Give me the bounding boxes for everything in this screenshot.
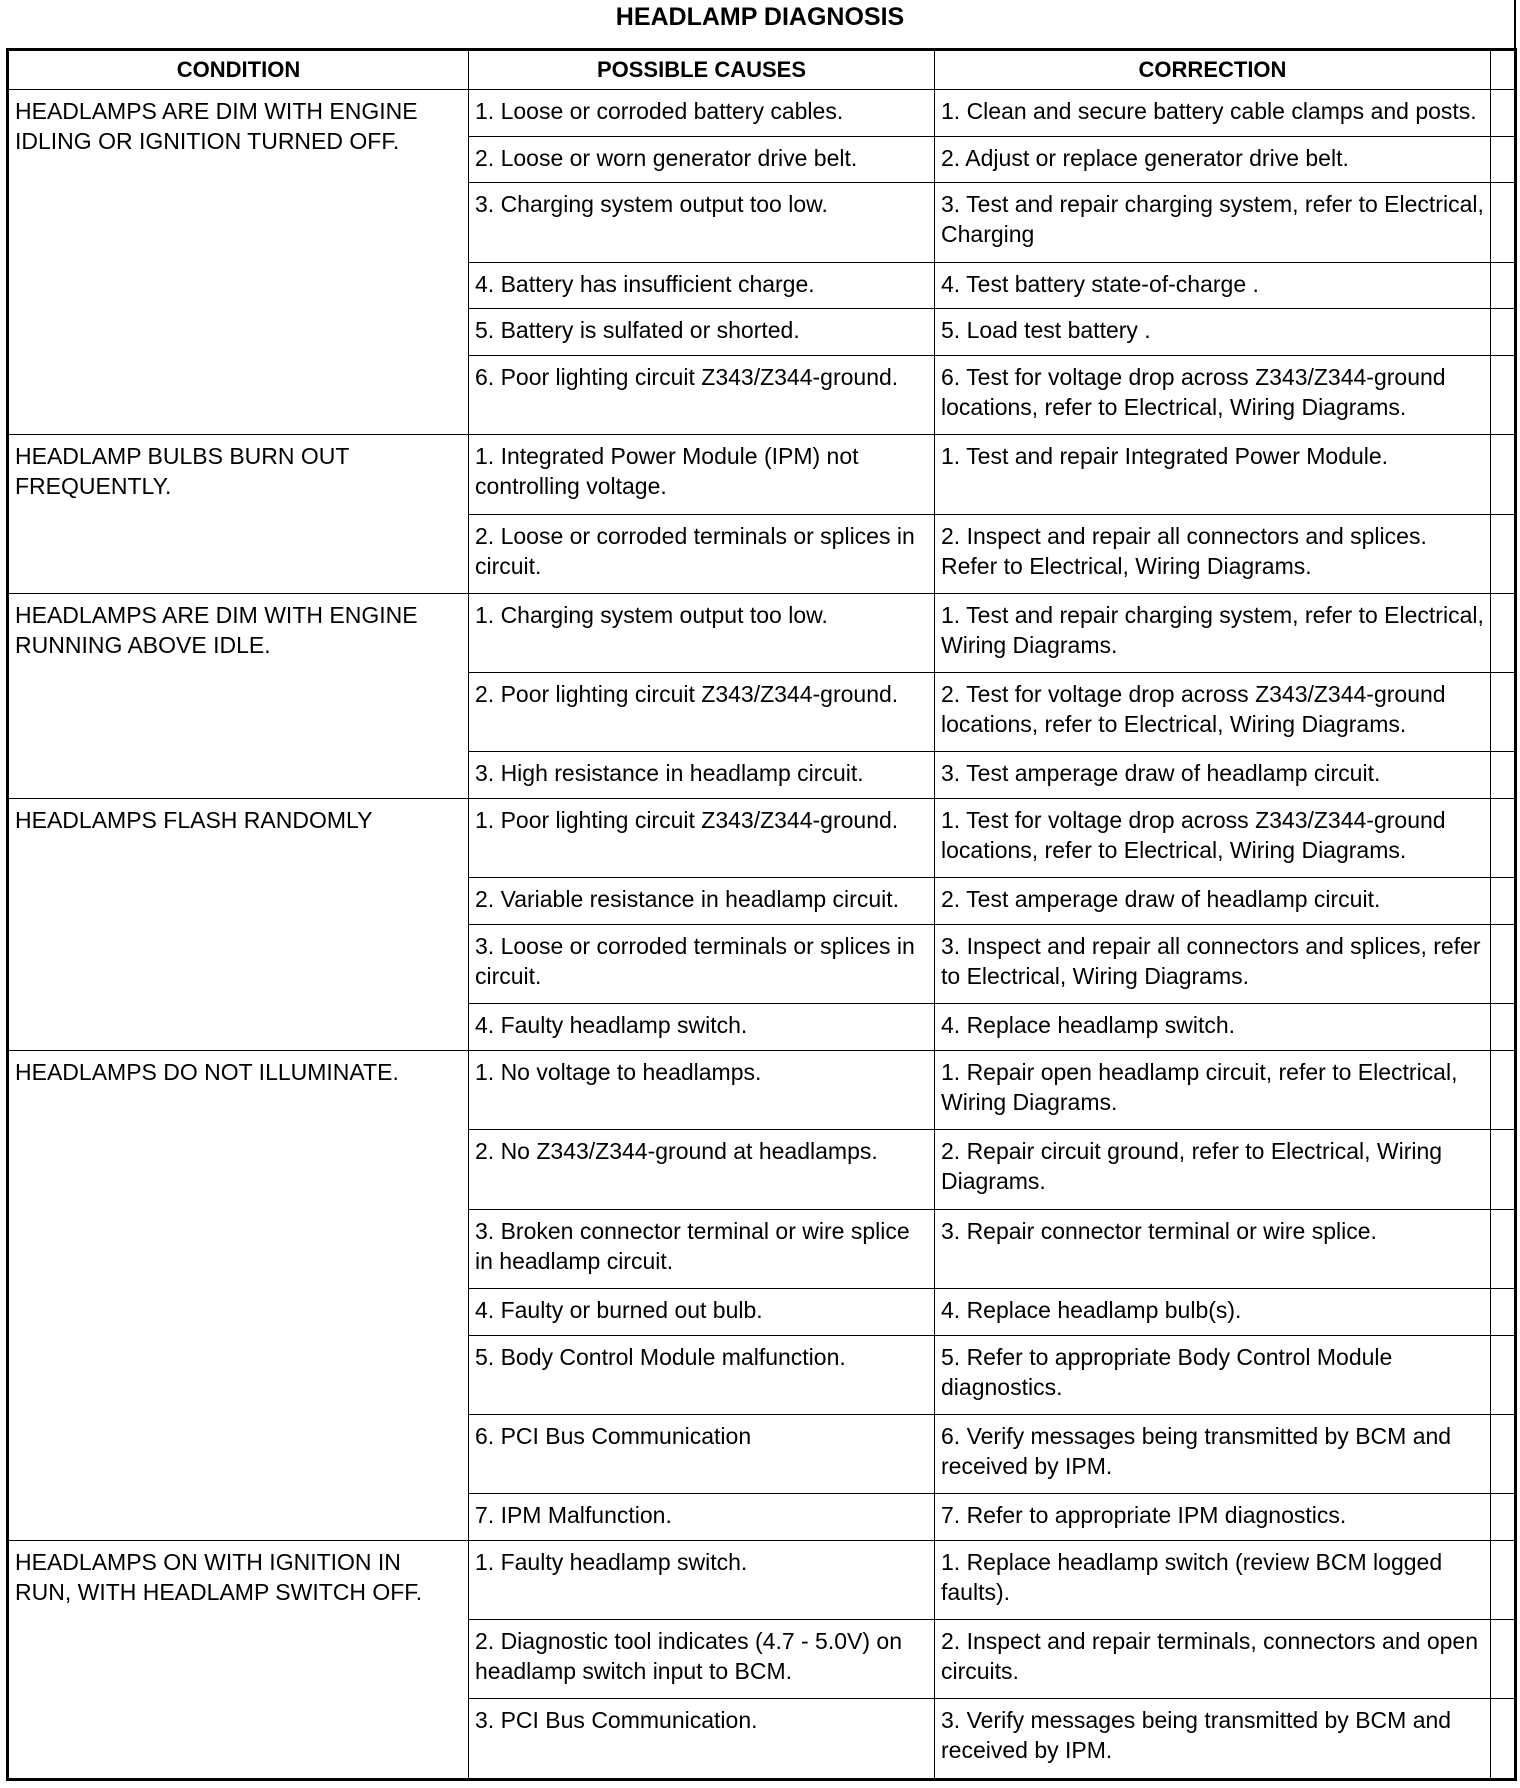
correction-cell: 5. Refer to appropriate Body Control Module diagnostics.: [935, 1335, 1491, 1414]
possible-cause-cell: 2. Loose or corroded terminals or splices in circuit.: [469, 514, 935, 593]
correction-cell: 1. Test for voltage drop across Z343/Z344-ground locations, refer to Electrical, Wiring Diagrams.: [935, 799, 1491, 878]
condition-cell: HEADLAMPS ARE DIM WITH ENGINE IDLING OR IGNITION TURNED OFF.: [8, 90, 469, 435]
condition-cell: HEADLAMPS ARE DIM WITH ENGINE RUNNING ABOVE IDLE.: [8, 593, 469, 798]
correction-cell: 1. Repair open headlamp circuit, refer to Electrical, Wiring Diagrams.: [935, 1051, 1491, 1130]
possible-cause-cell: 4. Faulty headlamp switch.: [469, 1004, 935, 1051]
correction-cell: 1. Test and repair Integrated Power Module.: [935, 435, 1491, 514]
possible-cause-cell: 1. No voltage to headlamps.: [469, 1051, 935, 1130]
possible-cause-cell: 7. IPM Malfunction.: [469, 1494, 935, 1541]
correction-cell: 7. Refer to appropriate IPM diagnostics.: [935, 1494, 1491, 1541]
possible-cause-cell: 6. Poor lighting circuit Z343/Z344-ground.: [469, 356, 935, 435]
row-gutter: [1491, 878, 1516, 925]
header-condition: CONDITION: [8, 50, 469, 90]
possible-cause-cell: 3. Loose or corroded terminals or splices in circuit.: [469, 925, 935, 1004]
row-gutter: [1491, 262, 1516, 309]
row-gutter: [1491, 1130, 1516, 1209]
possible-cause-cell: 3. PCI Bus Communication.: [469, 1699, 935, 1780]
correction-cell: 2. Repair circuit ground, refer to Electrical, Wiring Diagrams.: [935, 1130, 1491, 1209]
possible-cause-cell: 2. Variable resistance in headlamp circuit.: [469, 878, 935, 925]
correction-cell: 3. Verify messages being transmitted by BCM and received by IPM.: [935, 1699, 1491, 1780]
table-header-row: [8, 50, 1516, 90]
row-gutter: [1491, 1004, 1516, 1051]
table-row: [8, 90, 1516, 137]
possible-cause-cell: 5. Battery is sulfated or shorted.: [469, 309, 935, 356]
possible-cause-cell: 2. Diagnostic tool indicates (4.7 - 5.0V) on headlamp switch input to BCM.: [469, 1620, 935, 1699]
possible-cause-cell: 3. High resistance in headlamp circuit.: [469, 752, 935, 799]
header-possible-causes: POSSIBLE CAUSES: [469, 50, 935, 90]
correction-cell: 3. Repair connector terminal or wire splice.: [935, 1209, 1491, 1288]
row-gutter: [1491, 356, 1516, 435]
correction-cell: 4. Test battery state-of-charge .: [935, 262, 1491, 309]
row-gutter: [1491, 752, 1516, 799]
page-edge-rule: [1514, 0, 1516, 52]
table-body: [8, 90, 1516, 1780]
header-correction: CORRECTION: [935, 50, 1491, 90]
table-row: [8, 1051, 1516, 1130]
correction-cell: 6. Test for voltage drop across Z343/Z344-ground locations, refer to Electrical, Wiring Diagrams.: [935, 356, 1491, 435]
correction-cell: 1. Replace headlamp switch (review BCM logged faults).: [935, 1540, 1491, 1619]
possible-cause-cell: 2. Loose or worn generator drive belt.: [469, 136, 935, 183]
row-gutter: [1491, 514, 1516, 593]
row-gutter: [1491, 435, 1516, 514]
correction-cell: 2. Test for voltage drop across Z343/Z344-ground locations, refer to Electrical, Wiring Diagrams.: [935, 673, 1491, 752]
correction-cell: 3. Test and repair charging system, refer to Electrical, Charging: [935, 183, 1491, 262]
possible-cause-cell: 1. Loose or corroded battery cables.: [469, 90, 935, 137]
condition-cell: HEADLAMP BULBS BURN OUT FREQUENTLY.: [8, 435, 469, 594]
correction-cell: 5. Load test battery .: [935, 309, 1491, 356]
row-gutter: [1491, 799, 1516, 878]
correction-cell: 2. Test amperage draw of headlamp circuit.: [935, 878, 1491, 925]
possible-cause-cell: 1. Integrated Power Module (IPM) not controlling voltage.: [469, 435, 935, 514]
possible-cause-cell: 4. Faulty or burned out bulb.: [469, 1288, 935, 1335]
row-gutter: [1491, 593, 1516, 672]
condition-cell: HEADLAMPS ON WITH IGNITION IN RUN, WITH HEADLAMP SWITCH OFF.: [8, 1540, 469, 1779]
possible-cause-cell: 3. Charging system output too low.: [469, 183, 935, 262]
row-gutter: [1491, 136, 1516, 183]
row-gutter: [1491, 1699, 1516, 1780]
page-title: HEADLAMP DIAGNOSIS: [615, 3, 905, 31]
correction-cell: 2. Inspect and repair terminals, connectors and open circuits.: [935, 1620, 1491, 1699]
correction-cell: 1. Test and repair charging system, refer to Electrical, Wiring Diagrams.: [935, 593, 1491, 672]
row-gutter: [1491, 673, 1516, 752]
row-gutter: [1491, 1335, 1516, 1414]
correction-cell: 1. Clean and secure battery cable clamps and posts.: [935, 90, 1491, 137]
correction-cell: 4. Replace headlamp bulb(s).: [935, 1288, 1491, 1335]
correction-cell: 4. Replace headlamp switch.: [935, 1004, 1491, 1051]
condition-cell: HEADLAMPS FLASH RANDOMLY: [8, 799, 469, 1051]
correction-cell: 6. Verify messages being transmitted by BCM and received by IPM.: [935, 1414, 1491, 1493]
row-gutter: [1491, 309, 1516, 356]
correction-cell: 2. Adjust or replace generator drive belt.: [935, 136, 1491, 183]
possible-cause-cell: 4. Battery has insufficient charge.: [469, 262, 935, 309]
row-gutter: [1491, 183, 1516, 262]
table-row: [8, 435, 1516, 514]
table-row: [8, 799, 1516, 878]
table-row: [8, 1540, 1516, 1619]
diagnosis-table: [6, 48, 1517, 1781]
row-gutter: [1491, 1288, 1516, 1335]
correction-cell: 3. Test amperage draw of headlamp circuit.: [935, 752, 1491, 799]
row-gutter: [1491, 1540, 1516, 1619]
correction-cell: 3. Inspect and repair all connectors and splices, refer to Electrical, Wiring Diagrams.: [935, 925, 1491, 1004]
condition-cell: HEADLAMPS DO NOT ILLUMINATE.: [8, 1051, 469, 1541]
row-gutter: [1491, 1414, 1516, 1493]
possible-cause-cell: 1. Charging system output too low.: [469, 593, 935, 672]
row-gutter: [1491, 1620, 1516, 1699]
possible-cause-cell: 2. No Z343/Z344-ground at headlamps.: [469, 1130, 935, 1209]
possible-cause-cell: 5. Body Control Module malfunction.: [469, 1335, 935, 1414]
possible-cause-cell: 6. PCI Bus Communication: [469, 1414, 935, 1493]
header-gutter: [1491, 50, 1516, 90]
row-gutter: [1491, 90, 1516, 137]
possible-cause-cell: 1. Faulty headlamp switch.: [469, 1540, 935, 1619]
possible-cause-cell: 1. Poor lighting circuit Z343/Z344-ground.: [469, 799, 935, 878]
row-gutter: [1491, 925, 1516, 1004]
possible-cause-cell: 2. Poor lighting circuit Z343/Z344-ground.: [469, 673, 935, 752]
table-row: [8, 593, 1516, 672]
possible-cause-cell: 3. Broken connector terminal or wire splice in headlamp circuit.: [469, 1209, 935, 1288]
row-gutter: [1491, 1051, 1516, 1130]
correction-cell: 2. Inspect and repair all connectors and splices. Refer to Electrical, Wiring Diagrams.: [935, 514, 1491, 593]
row-gutter: [1491, 1494, 1516, 1541]
row-gutter: [1491, 1209, 1516, 1288]
